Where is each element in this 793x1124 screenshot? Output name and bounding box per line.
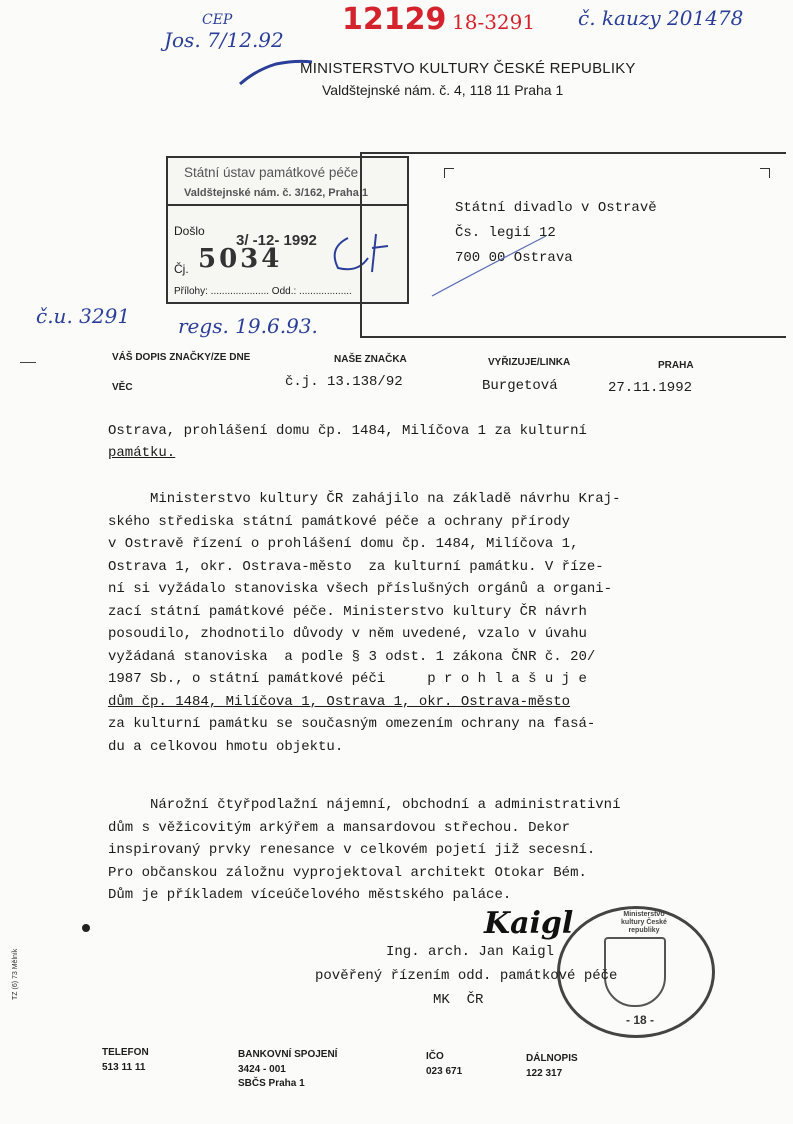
ministry-name: MINISTERSTVO KULTURY ČESKÉ REPUBLIKY xyxy=(300,60,636,77)
signatory-org: MK ČR xyxy=(433,992,484,1008)
footer-ico-value: 023 671 xyxy=(426,1066,463,1077)
pencil-stroke-icon xyxy=(430,230,550,300)
paragraph-2-line: inspirovaný prvky renesance v celkovém pojetí již secesní. xyxy=(108,842,596,858)
footer-telefon-label: TELEFON xyxy=(102,1047,149,1058)
paragraph-1-line: v Ostravě řízení o prohlášení domu čp. 1484, Milíčova 1, xyxy=(108,536,579,552)
paragraph-1-line: ského střediska státní památkové péče a ochrany přírody xyxy=(108,513,571,530)
label-praha: PRAHA xyxy=(658,360,694,371)
address-corner-mark-right xyxy=(760,168,770,178)
label-subject: VĚC xyxy=(112,382,133,393)
handwritten-margin-number: č.u. 3291 xyxy=(36,304,131,328)
recipient-city: 700 00 Ostrava xyxy=(455,250,573,266)
paragraph-1-line: za kulturní památku se současným omezením ochrany na fasá- xyxy=(108,716,596,732)
punch-hole xyxy=(82,924,90,932)
margin-tick-top xyxy=(20,362,36,363)
subject-line2: památku. xyxy=(108,445,176,461)
date-value: 27.11.1992 xyxy=(608,380,693,396)
paragraph-1-line: vyžádaná stanoviska a podle § 3 odst. 1 zákona ČNR č. 20/ xyxy=(108,648,596,665)
handwritten-ref-number: 18-3291 xyxy=(452,10,536,34)
paragraph-1 xyxy=(108,488,620,758)
handwritten-red-number: 12129 xyxy=(342,2,447,37)
handwritten-pos-note: Jos. 7/12.92 xyxy=(164,28,284,52)
stamp-received-label: Došlo xyxy=(174,224,205,238)
paragraph-2-line: Nárožní čtyřpodlažní nájemní, obchodní a administrativní xyxy=(108,797,621,813)
label-handled-by: VYŘIZUJE/LINKA xyxy=(488,357,571,368)
side-print: TZ (6) 73 Mělník xyxy=(12,948,19,1000)
stamp-address: Valdštejnské nám. č. 3/162, Praha 1 xyxy=(184,187,369,199)
signatory-role: pověřený řízením odd. památkové péče xyxy=(315,968,618,984)
stamp-attachments: Přílohy: ..................... Odd.: ................... xyxy=(174,286,352,297)
our-ref-value: č.j. 13.138/92 xyxy=(285,374,403,390)
paragraph-1-line: du a celkovou hmotu objektu. xyxy=(108,738,344,755)
footer-telefon-value: 513 11 11 xyxy=(102,1062,146,1073)
signatory-name: Ing. arch. Jan Kaigl xyxy=(386,944,555,960)
paragraph-2 xyxy=(108,794,620,907)
stamp-date: 3/ -12- 1992 xyxy=(236,232,317,249)
stamp-cj-label: Čj. xyxy=(174,262,189,276)
footer-bank-value2: SBČS Praha 1 xyxy=(238,1078,305,1089)
signature: Kaigl xyxy=(484,906,574,941)
paragraph-1-line: Ostrava 1, okr. Ostrava-město za kulturní památku. V říze- xyxy=(108,558,604,575)
label-our-ref: NAŠE ZNAČKA xyxy=(334,354,407,365)
paragraph-2-line: Pro občanskou záložnu vyprojektoval architekt Otokar Bém. xyxy=(108,864,587,881)
footer-dalnopis-value: 122 317 xyxy=(526,1068,563,1079)
recipient-street: Čs. legií 12 xyxy=(455,225,556,241)
paragraph-1-line: 1987 Sb., o státní památkové péči p r o h l a š u j e xyxy=(108,671,587,687)
paragraph-1-line: zací státní památkové péče. Ministerstvo kultury ČR návrh xyxy=(108,603,587,620)
round-stamp-number: - 18 - xyxy=(626,1013,655,1027)
paragraph-1-line: posoudilo, zhodnotilo důvody v něm uvedené, vzalo v úvahu xyxy=(108,626,587,642)
paragraph-1-line: Ministerstvo kultury ČR zahájilo na základě návrhu Kraj- xyxy=(108,491,621,507)
label-your-letter: VÁŠ DOPIS ZNAČKY/ZE DNE xyxy=(112,352,251,363)
handwritten-cep: CEP xyxy=(202,12,233,28)
recipient-name: Státní divadlo v Ostravě xyxy=(455,200,657,216)
paragraph-2-line: Dům je příkladem víceúčelového městského paláce. xyxy=(108,887,512,903)
footer-dalnopis-label: DÁLNOPIS xyxy=(526,1053,578,1064)
round-stamp-text: Ministerstvo kultury České republiky xyxy=(621,911,667,934)
footer-bank-label: BANKOVNÍ SPOJENÍ xyxy=(238,1049,338,1060)
paragraph-1-line: ní si vyžádalo stanoviska všech příslušných orgánů a organi- xyxy=(108,581,613,597)
paragraph-1-line: dům čp. 1484, Milíčova 1, Ostrava 1, okr. Ostrava-město xyxy=(108,693,571,710)
footer-ico-label: IČO xyxy=(426,1051,444,1062)
handwritten-case-number: č. kauzy 201478 xyxy=(578,6,744,30)
subject-line1: Ostrava, prohlášení domu čp. 1484, Milíčova 1 za kulturní xyxy=(108,423,587,439)
stamp-cj-number: 5034 xyxy=(198,244,283,274)
address-corner-mark xyxy=(444,168,454,178)
stamp-institution: Státní ústav památkové péče xyxy=(184,165,359,180)
paragraph-2-line: dům s věžicovitým arkýřem a mansardovou střechou. Dekor xyxy=(108,819,571,836)
handwritten-registry-note: regs. 19.6.93. xyxy=(178,314,318,338)
recipient-frame xyxy=(360,152,786,338)
footer-bank-value1: 3424 - 001 xyxy=(238,1064,286,1075)
ministry-address: Valdštejnské nám. č. 4, 118 11 Praha 1 xyxy=(322,82,564,98)
handled-by-value: Burgetová xyxy=(482,378,558,394)
